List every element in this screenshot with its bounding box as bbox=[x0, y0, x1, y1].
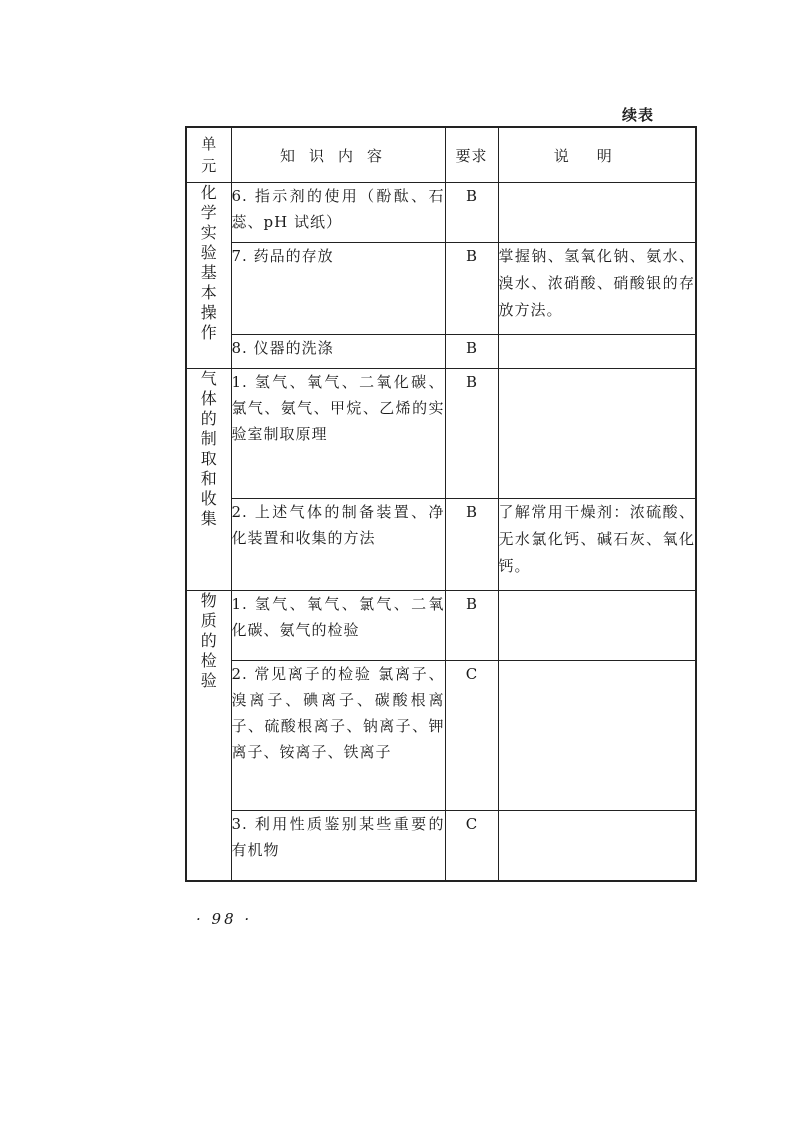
header-unit: 单元 bbox=[186, 127, 231, 183]
content-cell: 6. 指示剂的使用（酚酞、石蕊、pH 试纸） bbox=[231, 183, 445, 243]
table-row bbox=[186, 661, 696, 811]
level-cell: B bbox=[445, 369, 498, 499]
header-note: 说明 bbox=[498, 127, 696, 183]
level-cell: C bbox=[445, 811, 498, 881]
content-cell: 3. 利用性质鉴别某些重要的有机物 bbox=[231, 811, 445, 881]
content-cell: 2. 常见离子的检验 氯离子、溴离子、碘离子、碳酸根离子、硫酸根离子、钠离子、钾离子、铵离子、铁离子 bbox=[231, 661, 445, 811]
table-row bbox=[186, 243, 696, 335]
content-cell: 7. 药品的存放 bbox=[231, 243, 445, 335]
note-cell bbox=[498, 661, 696, 811]
level-cell: C bbox=[445, 661, 498, 811]
unit-cell: 物质的检验 bbox=[186, 591, 231, 881]
requirements-table bbox=[185, 126, 697, 882]
level-cell: B bbox=[445, 591, 498, 661]
note-cell bbox=[498, 811, 696, 881]
note-cell: 掌握钠、氢氧化钠、氨水、溴水、浓硝酸、硝酸银的存放方法。 bbox=[498, 243, 696, 335]
level-cell: B bbox=[445, 499, 498, 591]
page-number: · 98 · bbox=[196, 910, 253, 928]
note-cell bbox=[498, 183, 696, 243]
note-cell bbox=[498, 591, 696, 661]
level-cell: B bbox=[445, 335, 498, 369]
table-row bbox=[186, 335, 696, 369]
header-row bbox=[186, 127, 696, 183]
note-cell bbox=[498, 369, 696, 499]
header-content: 知识内容 bbox=[231, 127, 445, 183]
unit-cell: 气体的制取和收集 bbox=[186, 369, 231, 591]
note-cell bbox=[498, 335, 696, 369]
continued-label: 续表 bbox=[622, 106, 655, 124]
table-row bbox=[186, 591, 696, 661]
content-cell: 1. 氢气、氧气、氯气、二氧化碳、氨气的检验 bbox=[231, 591, 445, 661]
level-cell: B bbox=[445, 243, 498, 335]
content-cell: 1. 氢气、氧气、二氧化碳、氯气、氨气、甲烷、乙烯的实验室制取原理 bbox=[231, 369, 445, 499]
table-row bbox=[186, 811, 696, 881]
table-row bbox=[186, 369, 696, 499]
table-row bbox=[186, 183, 696, 243]
level-cell: B bbox=[445, 183, 498, 243]
content-cell: 8. 仪器的洗涤 bbox=[231, 335, 445, 369]
content-cell: 2. 上述气体的制备装置、净化装置和收集的方法 bbox=[231, 499, 445, 591]
table-row bbox=[186, 499, 696, 591]
header-requirement: 要求 bbox=[445, 127, 498, 183]
note-cell: 了解常用干燥剂：浓硫酸、无水氯化钙、碱石灰、氧化钙。 bbox=[498, 499, 696, 591]
unit-cell: 化学实验基本操作 bbox=[186, 183, 231, 369]
